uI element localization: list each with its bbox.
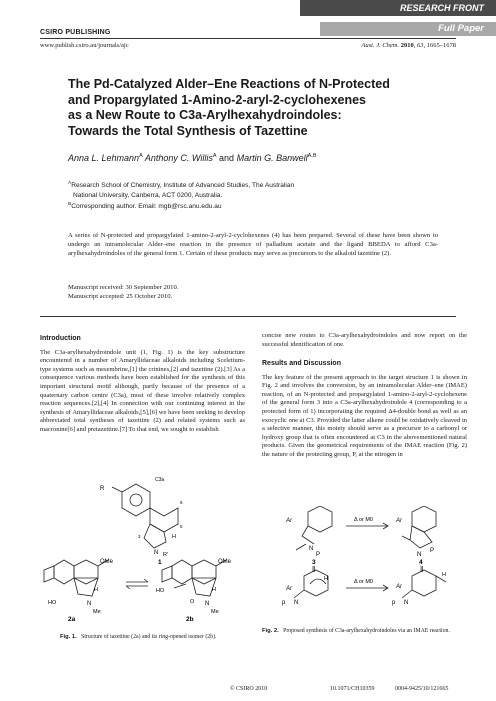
- article-type-label: Full Paper: [438, 23, 484, 34]
- label-ar-bl: Ar: [286, 586, 292, 592]
- results-heading: Results and Discussion: [262, 360, 341, 367]
- title-line: The Pd-Catalyzed Alder–Ene Reactions of N-Protected: [68, 77, 390, 91]
- label-ar-br: Ar: [396, 584, 402, 590]
- results-text: The key feature of the present approach to the target structure 1 is shown in Fig. 2 and involves the conversion, by an intramolecular Alder–ene (IMAE) reaction, of an N-protected and propargylated 1-amino-2-aryl-2-cyclohexene of the general form 3 into a C3a-arylhexahydroindole 4 (corresponding to a protected form of 1) incorporating the required Δ4-double bond as well as an exocyclic one at C3. Provided the latter alkene could be oxidatively cleaved in a selective manner, this moiety should serve as a precursor to a carbonyl or hydroxy group that is often encountered at C3 in the abovementioned natural products. Given the geometrical requirements of the IMAE reaction (Fig. 2) the nature of the protecting group, P, at the nitrogen in: [262, 373, 467, 458]
- equivalence-bar-left: ‖: [312, 565, 316, 574]
- label-p-3: P: [316, 552, 321, 558]
- label-n-br: N: [404, 600, 409, 606]
- article-type-banner: [320, 22, 496, 36]
- figure-1-caption: [60, 634, 260, 642]
- compound-label-3: 3: [312, 559, 316, 566]
- label-num-5: 5: [180, 524, 183, 529]
- label-p-4: P: [430, 548, 435, 554]
- label-ho-2b: HO: [156, 588, 165, 594]
- author-affil-sup: A,B: [307, 153, 317, 159]
- introduction-section: [40, 335, 245, 435]
- footer-doi[interactable]: 10.1071/CH10359: [330, 686, 375, 692]
- received-date: Manuscript received: 30 September 2010.: [68, 284, 179, 291]
- body-divider: [40, 316, 456, 317]
- introduction-continued: [262, 332, 467, 349]
- label-n-3: N: [309, 546, 314, 552]
- compound-label-4: 4: [419, 559, 423, 566]
- journal-volume: 63: [417, 42, 424, 49]
- label-n: N: [154, 550, 159, 556]
- author-name: Martin G. Banwell: [236, 153, 308, 163]
- journal-url[interactable]: www.publish.csiro.au/journals/ajc: [40, 42, 129, 49]
- corresponding-author: Corresponding author. Email: mgb@rsc.anu.edu.au: [71, 203, 222, 211]
- affiliation-b: [68, 200, 408, 212]
- author-list: [68, 153, 317, 163]
- label-n-2b: N: [205, 601, 210, 607]
- aromatic-circle: [130, 494, 142, 506]
- figure-2-caption-label: Fig. 2.: [262, 628, 279, 634]
- footer-copyright: © CSIRO 2010: [230, 686, 268, 692]
- label-h-2b: H: [212, 587, 216, 593]
- figure-2: [262, 506, 467, 626]
- header-divider: [40, 38, 456, 39]
- introduction-heading: Introduction: [40, 335, 81, 342]
- label-r-prime: R': [163, 552, 169, 558]
- author-affil-sup: A: [139, 153, 143, 159]
- label-r: R: [100, 486, 105, 492]
- label-ome-2b: OMe: [218, 559, 232, 565]
- compound-label-2b: 2b: [186, 616, 194, 623]
- title-line: as a New Route to C3a-Arylhexahydroindoles:: [68, 108, 342, 122]
- affiliations: [68, 179, 408, 212]
- title-line: and Propargylated 1-Amino-2-aryl-2-cyclohexenes: [68, 92, 367, 107]
- label-p-br: p: [392, 600, 396, 606]
- affiliation-a-cont: National University, Canberra, ACT 0200, Australia.: [73, 191, 223, 199]
- introduction-text: The C3a-arylhexahydroindole unit (1, Fig. 1) is the key substructure encountered in a number of Amaryllidaceae alkaloids including Sceletium-type systems such as mesembrine,[1] the crinines,[2] and tazettine (2).[3] As a consequence various methods have been established for the synthesis of this important structural motif although, partly because of the presence of a quaternary carbon centre (C3a), most of these involve relatively complex reaction sequences.[2],[4] In connection with our continuing interest in the synthesis of Amaryllidaceae alkaloids,[5],[6] we have been seeking to develop abbreviated total syntheses of tazettine (2) and related systems such as macronine[6] and pretazettine.[7] To that end, we sought to establish: [40, 348, 245, 433]
- label-h-bl: H: [324, 576, 328, 582]
- author-name: Anna L. Lehmann: [68, 153, 140, 163]
- journal-pages: 1665–1678: [426, 42, 456, 49]
- label-h-br: H: [442, 572, 446, 578]
- label-h: H: [172, 534, 176, 540]
- arrow-label-top: Δ or M0: [354, 517, 373, 523]
- footer-issn: 0004-9425/10/121665: [395, 686, 449, 692]
- author-conjunction: and: [219, 153, 235, 163]
- label-ho-2a: HO: [48, 600, 57, 606]
- abstract: A series of N-protected and propargylated 1-amino-2-aryl-2-cyclohexenes (4) has been prepared. Several of these have been shown to undergo an intramolecular Alder–ene reaction in the presence of palladium acetate and the ligand BBEDA to afford C3a-arylhexahydroindoles of the general form 1. Certain of these products may serve as precursors to the alkaloid tazettine (2).: [68, 232, 438, 257]
- affiliation-sup: B: [68, 202, 72, 208]
- journal-year: 2010: [400, 42, 414, 49]
- intro-continued-text: concise new routes to C3a-arylhexahydroindoles and now report on the successful identification of one.: [262, 332, 467, 348]
- figure-1: [40, 472, 260, 632]
- author-name: Anthony C. Willis: [144, 153, 213, 163]
- label-n-4: N: [417, 552, 422, 558]
- affiliation-a: [68, 179, 408, 191]
- author-affil-sup: A: [212, 153, 217, 159]
- aryl-ring: [122, 484, 150, 516]
- manuscript-dates: [68, 284, 178, 302]
- label-ar-3: Ar: [286, 518, 292, 524]
- affiliation-sup: A: [68, 181, 72, 186]
- journal-name: Aust. J. Chem.: [361, 42, 400, 49]
- results-section: [262, 360, 467, 460]
- arrow-label-bottom: Δ or M0: [354, 579, 373, 585]
- label-p-bl: p: [282, 600, 286, 606]
- figure-1-caption-label: Fig. 1.: [60, 634, 77, 640]
- journal-citation: Aust. J. Chem. 2010, 63, 1665–1678: [361, 42, 456, 49]
- section-label: RESEARCH FRONT: [399, 3, 484, 13]
- accepted-date: Manuscript accepted: 25 October 2010.: [68, 292, 173, 300]
- figure-2-caption: [262, 628, 462, 636]
- title-line: Towards the Total Synthesis of Tazettine: [68, 123, 308, 138]
- figure-2-caption-text: Proposed synthesis of C3a-arylhexahydroindoles via an IMAE reaction.: [283, 628, 450, 634]
- article-title: [68, 77, 408, 139]
- section-banner: [300, 0, 496, 16]
- label-n-2a: N: [87, 601, 92, 607]
- label-ar-4: Ar: [396, 518, 402, 524]
- compound-label-2a: 2a: [68, 616, 76, 623]
- label-num-6: 6: [180, 500, 183, 505]
- publisher-name: CSIRO PUBLISHING: [40, 29, 111, 36]
- benzodioxole-ring: [54, 560, 74, 584]
- compound-label-1: 1: [158, 559, 162, 566]
- label-me-2b: Me: [211, 609, 219, 615]
- label-me-2a: Me: [93, 609, 101, 615]
- affiliation-text: Research School of Chemistry, Institute of Advanced Studies, The Australian: [71, 182, 295, 190]
- equivalence-bar-right: ‖: [420, 565, 424, 574]
- label-ome-2a: OMe: [100, 559, 114, 565]
- label-num-3: 3: [138, 534, 141, 539]
- label-c3a: C3a: [155, 477, 165, 483]
- label-h-2a: H: [94, 587, 98, 593]
- label-o-2b: O: [190, 599, 195, 605]
- label-n-bl: N: [294, 600, 299, 606]
- figure-1-caption-text: Structure of tazettine (2a) and its ring-opened isomer (2b).: [81, 634, 217, 640]
